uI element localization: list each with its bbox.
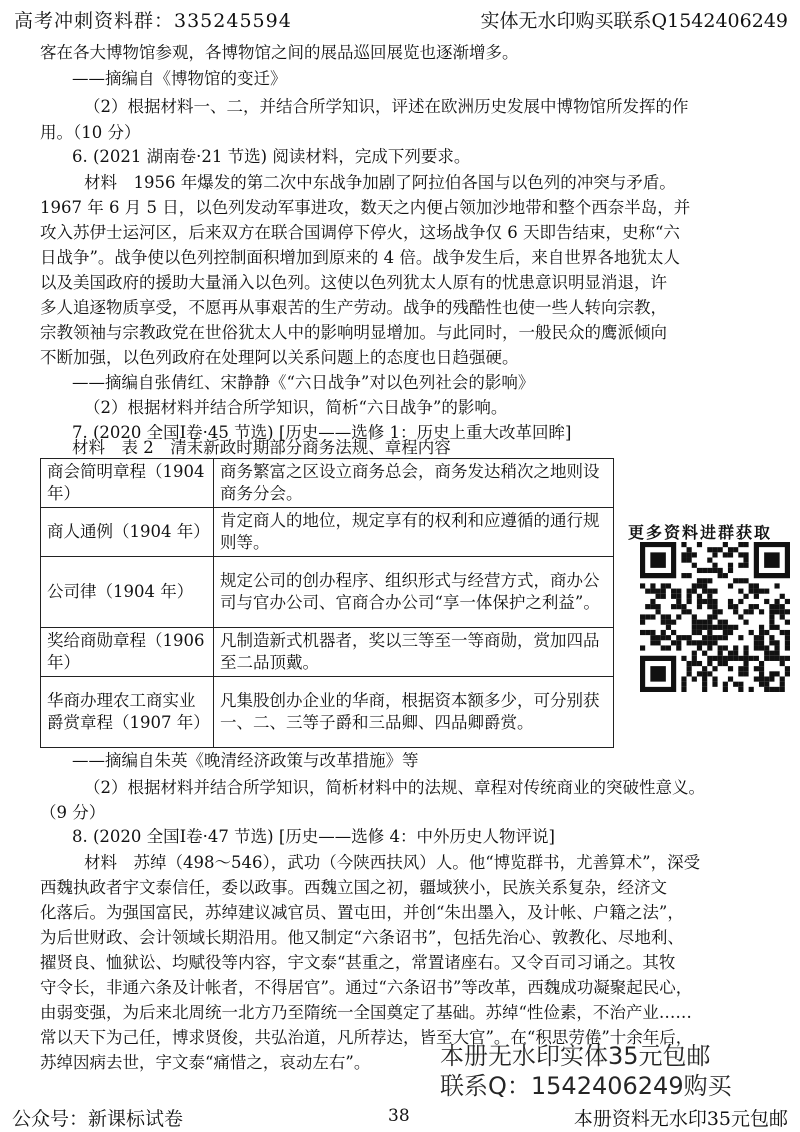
text-line: 不断加强，以色列政府在处理阿以关系问题上的态度也日趋强硬。 [40, 348, 519, 367]
text-line: 守令长，非通六条及计帐者，不得居官”。通过“六条诏书”等改革，西魏成功凝聚起民心， [40, 978, 693, 997]
qr-code-icon[interactable] [640, 542, 790, 692]
text-line: 擢贤良、恤狱讼、均赋役等内容，宇文泰“甚重之，常置诸座右。又令百司习诵之。其牧 [40, 953, 676, 972]
text-line: 客在各大博物馆参观，各博物馆之间的展品巡回展览也逐渐增多。 [40, 43, 519, 62]
text-line: 西魏执政者宇文泰信任，委以政事。西魏立国之初，疆域狭小，民族关系复杂，经济文 [40, 878, 667, 897]
question-prompt: （2）根据材料并结合所学知识，简析“六日战争”的影响。 [84, 398, 508, 417]
text-line: 常以天下为己任，博求贤俊，共弘治道，凡所荐达，皆至大官”。在“积思劳倦”十余年后， [40, 1028, 693, 1047]
text-line: 攻入苏伊士运河区，后来双方在联合国调停下停火，这场战争仅 6 天即告结束，史称“六 [40, 223, 680, 242]
text-line: 化落后。为强国富民，苏绰建议减官员、置屯田，并创“朱出墨入，及计帐、户籍之法”， [40, 903, 684, 922]
table-caption: 材料 表 2 清末新政时期部分商务法规、章程内容 [72, 438, 451, 457]
text-line: （9 分） [40, 803, 106, 822]
question-prompt: （2）根据材料并结合所学知识，简析材料中的法规、章程对传统商业的突破性意义。 [84, 778, 705, 797]
table-row [41, 508, 614, 557]
table-row [41, 677, 614, 748]
table-cell-name: 商人通例（1904 年） [41, 508, 214, 557]
table-cell-content: 凡制造新式机器者，奖以三等至一等商勋，赏加四品至二品顶戴。 [214, 628, 614, 677]
table-cell-content: 肯定商人的地位，规定享有的权利和应遵循的通行规则等。 [214, 508, 614, 557]
text-line: 多人追逐物质享受，不愿再从事艰苦的生产劳动。战争的残酷性也使一些人转向宗教， [40, 298, 667, 317]
source-citation: ——摘编自《博物馆的变迁》 [72, 69, 287, 88]
table-row [41, 628, 614, 677]
table-cell-name: 奖给商勋章程（1906 年） [41, 628, 214, 677]
watermark-line-1: 本册无水印实体35元包邮 [440, 1042, 711, 1070]
question-prompt: （2）根据材料一、二，并结合所学知识，评述在欧洲历史发展中博物馆所发挥的作 [84, 97, 689, 116]
source-citation: ——摘编自张倩红、宋静静《“六日战争”对以色列社会的影响》 [72, 373, 535, 392]
question-heading: 8. (2020 全国Ⅰ卷·47 节选) [历史——选修 4：中外历史人物评说] [72, 827, 555, 846]
table-cell-content: 商务繁富之区设立商务总会，商务发达稍次之地则设商务分会。 [214, 459, 614, 508]
text-line: 材料 1956 年爆发的第二次中东战争加剧了阿拉伯各国与以色列的冲突与矛盾。 [84, 173, 676, 192]
table-row [41, 557, 614, 628]
table-cell-name: 公司律（1904 年） [41, 557, 214, 628]
page-number: 38 [388, 1106, 410, 1126]
text-line: 用。（10 分） [40, 123, 141, 142]
text-line: 苏绰因病去世，宇文泰“痛惜之，哀动左右”。 [40, 1053, 371, 1072]
table-cell-content: 凡集股创办企业的华商，根据资本额多少，可分别获一、二、三等子爵和三品卿、四品卿爵赏。 [214, 677, 614, 748]
text-line: 为后世财政、会计领域长期沿用。他又制定“六条诏书”，包括先治心、敦教化、尽地利、 [40, 928, 684, 947]
text-line: 以及美国政府的援助大量涌入以色列。这使以色列犹太人原有的忧患意识明显消退，许 [40, 273, 667, 292]
footer-right-text: 本册资料无水印35元包邮 [573, 1108, 788, 1130]
text-line: 日战争”。战争使以色列控制面积增加到原来的 4 倍。战争发生后，来自世界各地犹太人 [40, 248, 680, 267]
question-heading: 6. (2021 湖南卷·21 节选) 阅读材料，完成下列要求。 [72, 147, 471, 166]
header-right-text: 实体无水印购买联系Q1542406249 [480, 10, 788, 32]
question-heading: 7. (2020 全国Ⅰ卷·45 节选) [历史——选修 1：历史上重大改革回眸] [72, 423, 572, 442]
qr-caption: 更多资料进群获取 [628, 523, 773, 542]
text-line: 材料 苏绰（498～546），武功（今陕西扶风）人。他“博览群书，尤善算术”，深受 [84, 853, 701, 872]
text-line: 宗教领袖与宗教政党在世俗犹太人中的影响明显增加。与此同时，一般民众的鹰派倾向 [40, 323, 667, 342]
header-left-text: 高考冲刺资料群：335245594 [14, 10, 292, 32]
footer-left-text: 公众号：新课标试卷 [12, 1108, 184, 1130]
text-line: 1967 年 6 月 5 日，以色列发动军事进攻，数天之内便占领加沙地带和整个西奈半岛，并 [40, 198, 691, 217]
table-cell-content: 规定公司的创办程序、组织形式与经营方式，商办公司与官办公司、官商合办公司“享一体保护之利益”。 [214, 557, 614, 628]
table-cell-name: 商会简明章程（1904 年） [41, 459, 214, 508]
source-citation: ——摘编自朱英《晚清经济政策与改革措施》等 [72, 751, 419, 770]
text-line: 由弱变强，为后来北周统一北方乃至隋统一全国奠定了基础。苏绰“性俭素，不治产业…… [40, 1003, 692, 1022]
watermark-line-2: 联系Q：1542406249购买 [440, 1072, 732, 1100]
table-row [41, 459, 614, 508]
regulations-table [40, 458, 614, 748]
table-cell-name: 华商办理农工商实业爵赏章程（1907 年） [41, 677, 214, 748]
